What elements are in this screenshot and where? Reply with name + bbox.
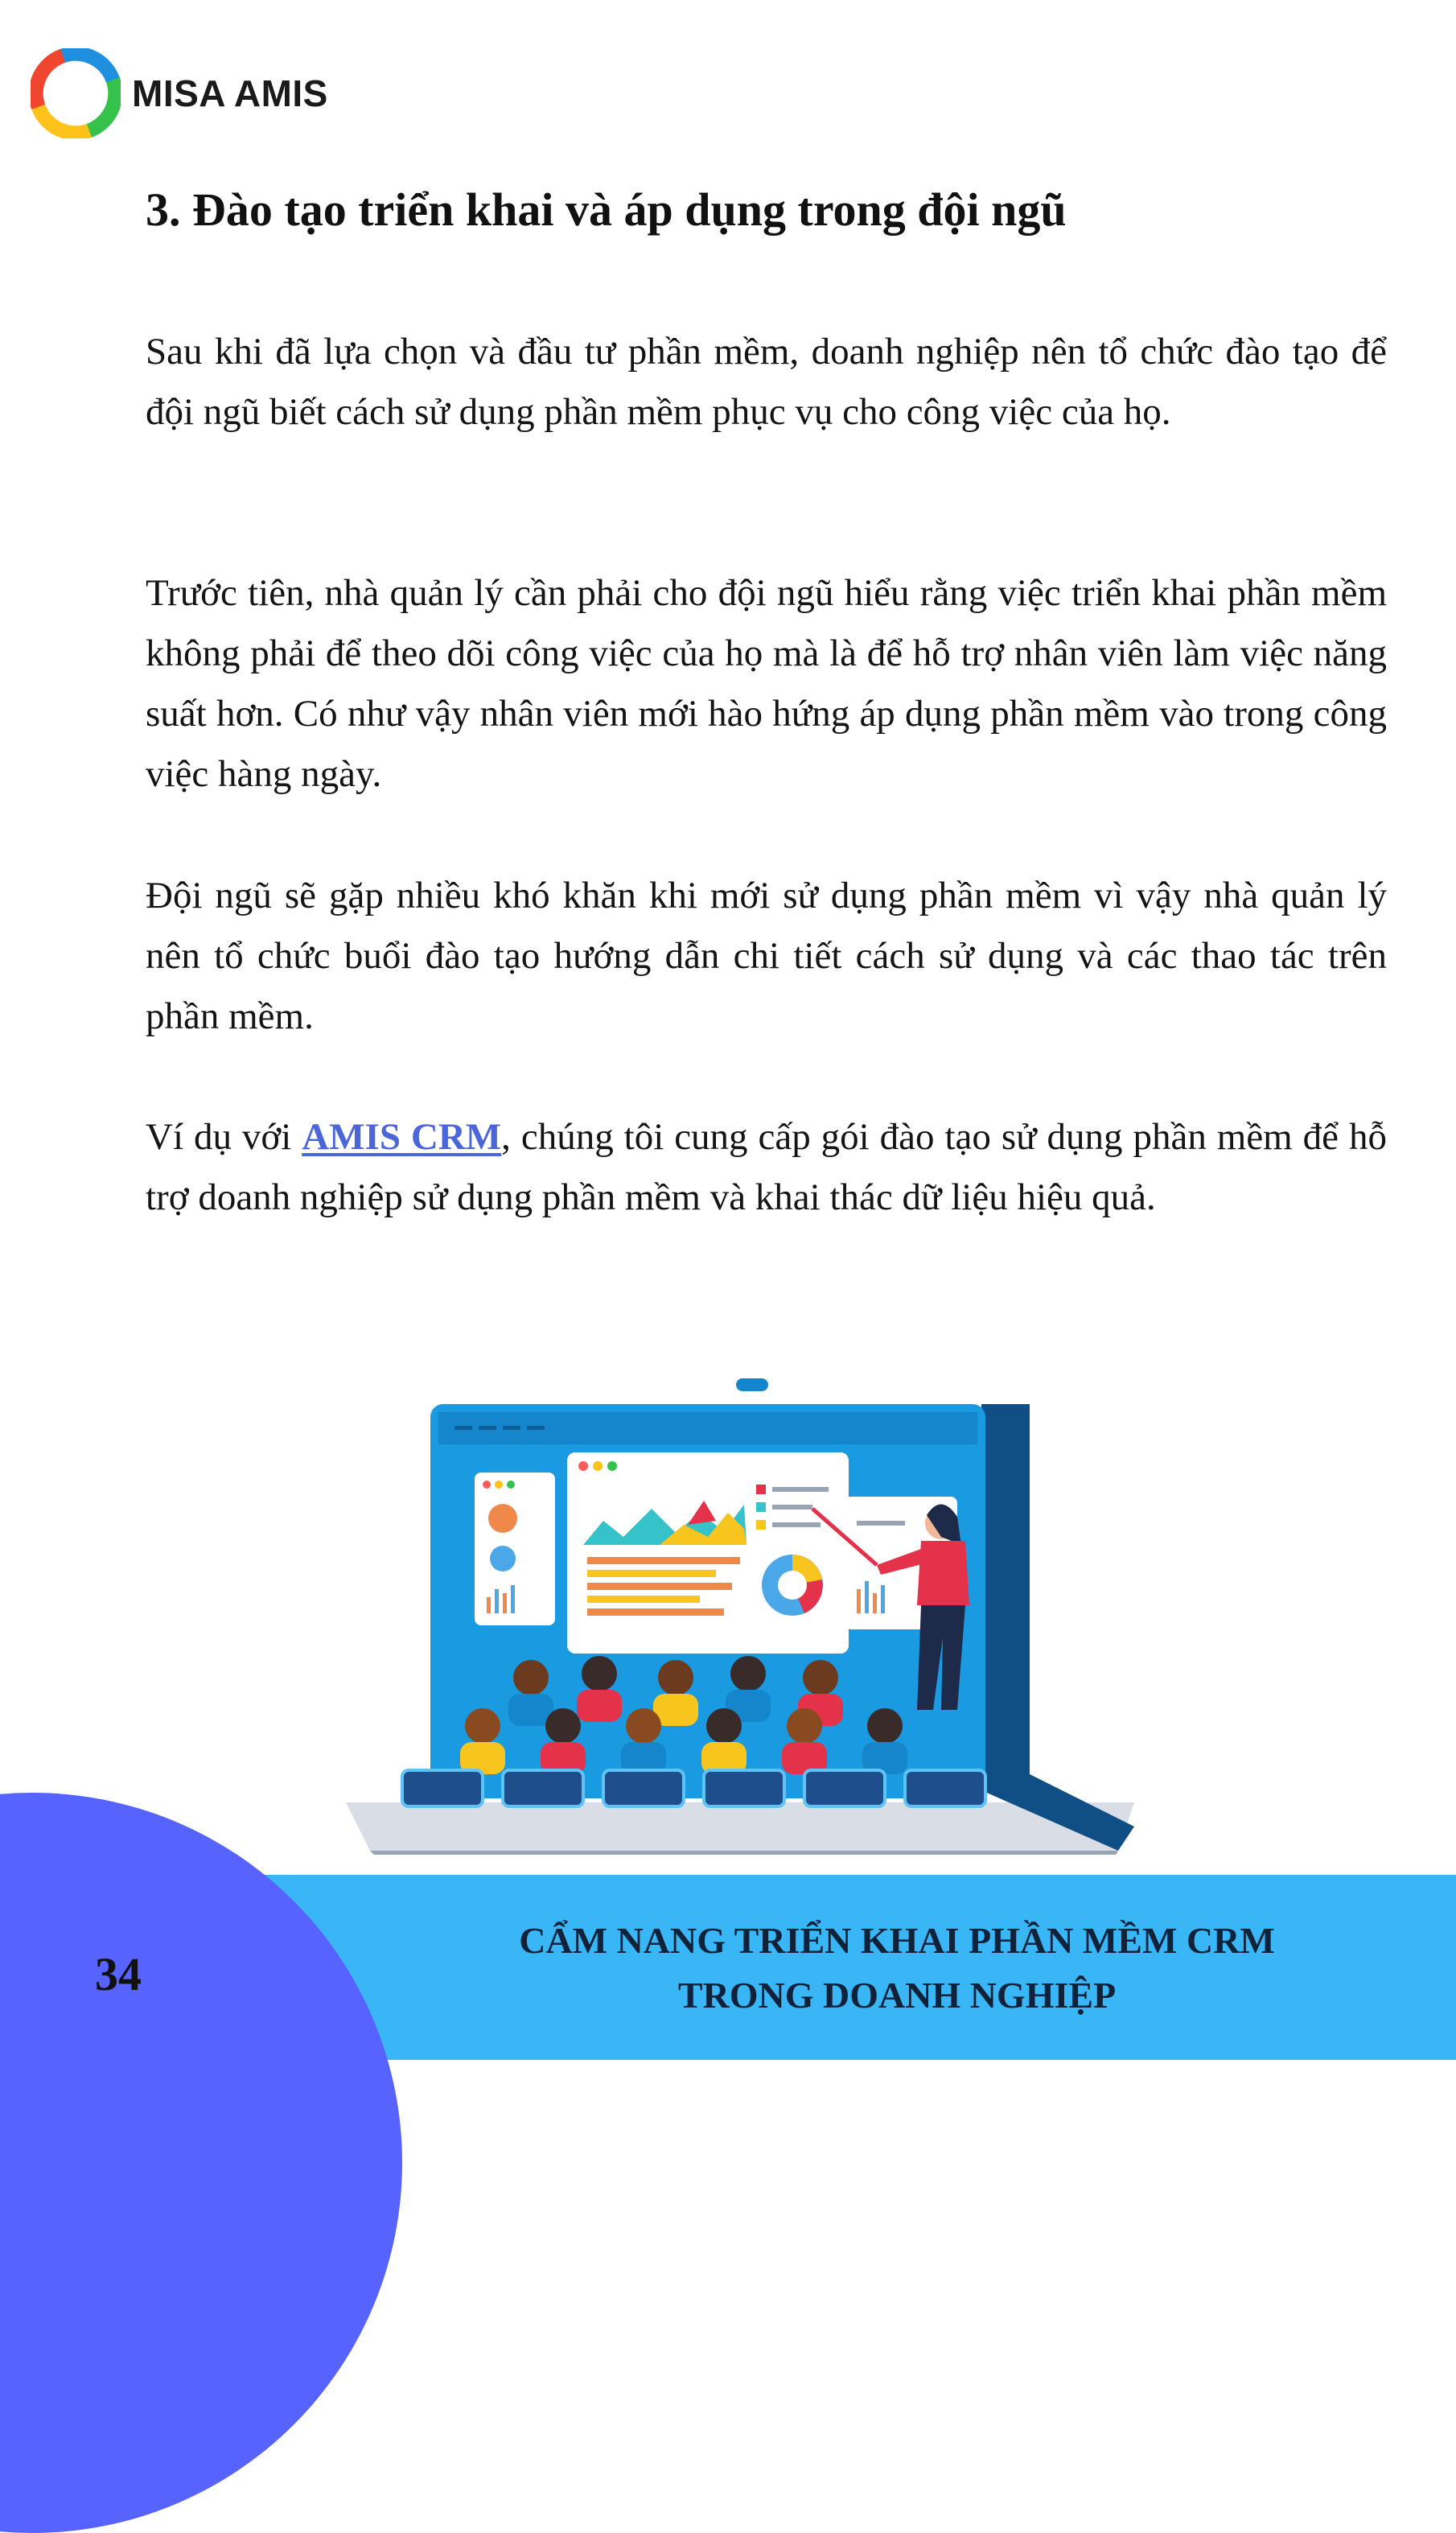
paragraph-3: Đội ngũ sẽ gặp nhiều khó khăn khi mới sử dụng phần mềm vì vậy nhà quản lý nên tổ chức buổi đào tạo hướng dẫn chi tiết cách sử dụng và các thao tác trên phần mềm.: [146, 875, 1387, 1037]
paragraph-1: Sau khi đã lựa chọn và đầu tư phần mềm, doanh nghiệp nên tổ chức đào tạo để đội ngũ biết cách sử dụng phần mềm phục vụ cho công việc của họ.: [146, 331, 1387, 433]
paragraph-2: Trước tiên, nhà quản lý cần phải cho đội ngũ hiểu rằng việc triển khai phần mềm không phải để theo dõi công việc của họ mà là để hỗ trợ nhân viên làm việc năng suất hơn. Có như vậy nhân viên mới hào hứng áp dụng phần mềm vào trong công việc hàng ngày.: [146, 572, 1387, 795]
amis-crm-link[interactable]: AMIS CRM: [302, 1116, 502, 1158]
misa-logo-icon: [31, 48, 121, 138]
footer-title-line-1: CẨM NANG TRIỂN KHAI PHẦN MỀM CRM: [519, 1920, 1275, 1961]
laptop-base: [346, 1802, 1134, 1851]
page-number: 34: [95, 1948, 142, 2000]
paragraph-4-intro: Ví dụ với: [146, 1116, 302, 1158]
training-illustration: [322, 1372, 1150, 1855]
paragraph-4: [146, 1107, 1387, 1228]
brand-logo: [31, 48, 328, 138]
paragraph-4-rest: , chúng tôi cung cấp gói đào tạo sử dụng phần mềm để hỗ trợ doanh nghiệp sử dụng phần mềm và khai thác dữ liệu hiệu quả.: [146, 1116, 1387, 1218]
brand-name: MISA AMIS: [132, 72, 328, 114]
footer-title: [450, 1913, 1343, 2023]
section-heading: 3. Đào tạo triển khai và áp dụng trong đội ngũ: [146, 183, 1067, 236]
footer-title-line-2: TRONG DOANH NGHIỆP: [677, 1975, 1117, 2016]
